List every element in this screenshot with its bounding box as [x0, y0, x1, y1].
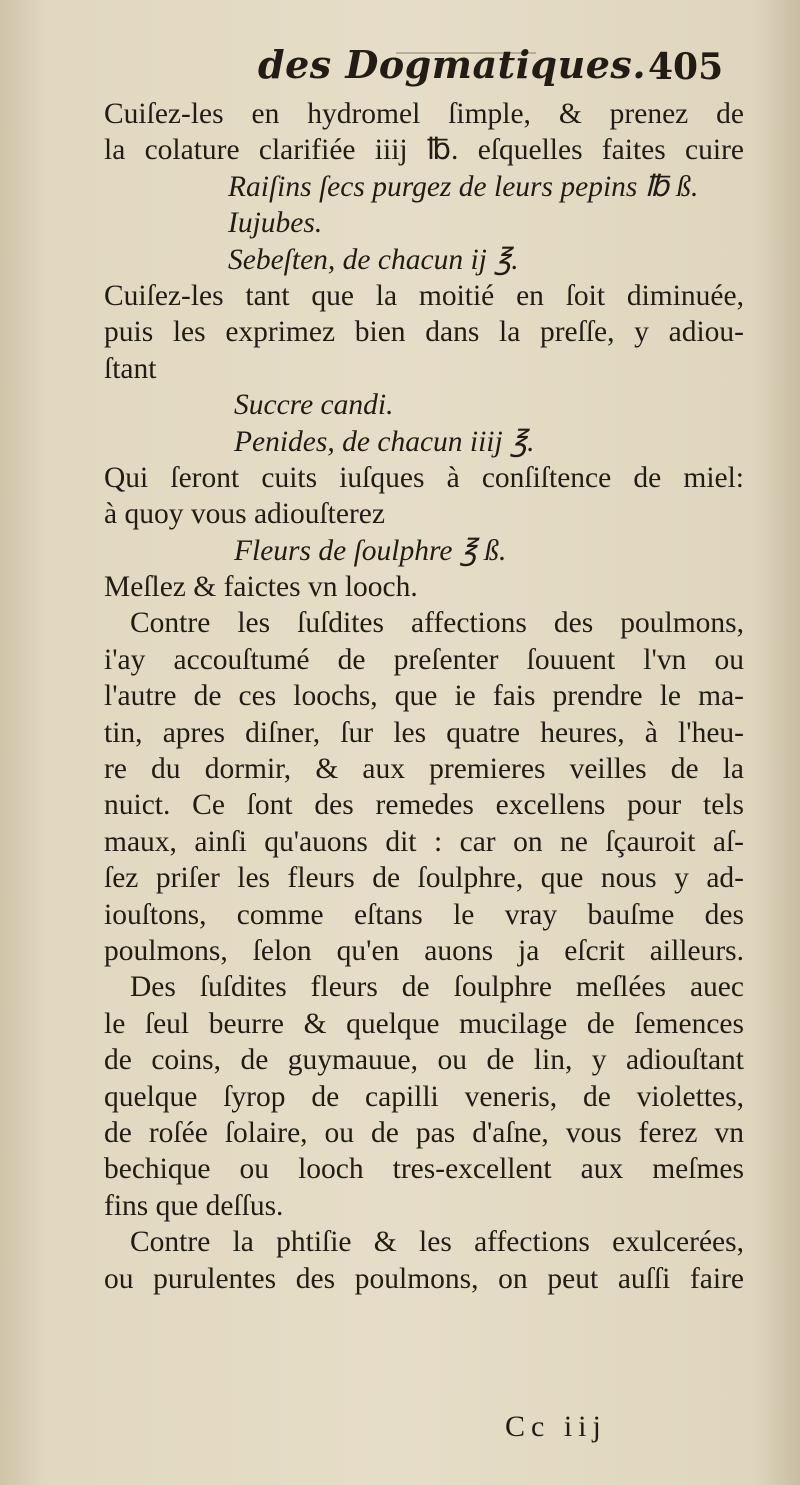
text-line: Cuiſez-les en hydromel ſimple, & prenez de: [104, 98, 744, 130]
paragraph-start: Des ſuſdites fleurs de ſoulphre meſlées auec: [130, 971, 744, 1004]
text-line: ſtant: [104, 352, 157, 385]
paragraph-start: Contre la phtiſie & les affections exulcerées,: [130, 1226, 744, 1259]
ingredient-line: Raiſins ſecs purgez de leurs pepins ℔ ß.: [228, 170, 699, 203]
text-line: Qui ſeront cuits iuſques à conſiſtence de miel:: [104, 461, 744, 494]
text-line: maux, ainſi qu'auons dit : car on ne ſçauroit aſ-: [104, 825, 744, 858]
text-line: Cuiſez-les tant que la moitié en ſoit diminuée,: [104, 279, 744, 312]
text-line: tin, apres diſner, ſur les quatre heures, à l'heu-: [104, 716, 744, 749]
text-line: ſez priſer les fleurs de ſoulphre, que nous y ad-: [104, 862, 744, 895]
ingredient-line: Succre candi.: [234, 389, 394, 422]
text-line: l'autre de ces loochs, que ie fais prendre le ma-: [104, 680, 744, 713]
page-number: 405: [648, 46, 724, 88]
body-text: [104, 96, 744, 1297]
text-line: fins que deſſus.: [104, 1189, 284, 1222]
signature-mark: Cc iij: [505, 1410, 607, 1443]
text-line: bechique ou looch tres-excellent aux meſmes: [104, 1153, 744, 1186]
ingredient-line: Penides, de chacun iiij ℥.: [234, 425, 535, 458]
text-line: i'ay accouſtumé de preſenter ſouuent l'vn ou: [104, 643, 744, 676]
paragraph-start: Contre les ſuſdites affections des poulmons,: [130, 607, 744, 640]
text-line: de coins, de guymauue, ou de lin, y adiouſtant: [104, 1044, 744, 1077]
text-line: nuict. Ce ſont des remedes excellens pour tels: [104, 789, 744, 822]
text-line: à quoy vous adiouſterez: [104, 498, 385, 531]
ingredient-line: Fleurs de ſoulphre ℥ ß.: [234, 534, 507, 567]
text-line: puis les exprimez bien dans la preſſe, y adiou-: [104, 316, 744, 349]
text-line: le ſeul beurre & quelque mucilage de ſemences: [104, 1007, 744, 1040]
text-line: la colature clarifiée iiij ℔. eſquelles faites cuire: [104, 134, 744, 167]
ingredient-line: Sebeſten, de chacun ij ℥.: [228, 243, 519, 276]
running-header: des Dogmatiques.: [258, 42, 647, 87]
text-line: poulmons, ſelon qu'en auons ja eſcrit ailleurs.: [104, 934, 744, 967]
ingredient-line: Iujubes.: [228, 207, 323, 240]
text-line: quelque ſyrop de capilli veneris, de violettes,: [104, 1080, 744, 1113]
text-line: ou purulentes des poulmons, on peut auſſi faire: [104, 1262, 744, 1295]
text-line: re du dormir, & aux premieres veilles de la: [104, 753, 744, 786]
text-line: Meſlez & faictes vn looch.: [104, 571, 418, 604]
text-line: de roſée ſolaire, ou de pas d'aſne, vous ferez vn: [104, 1116, 744, 1149]
text-line: iouſtons, comme eſtans le vray bauſme des: [104, 898, 744, 931]
